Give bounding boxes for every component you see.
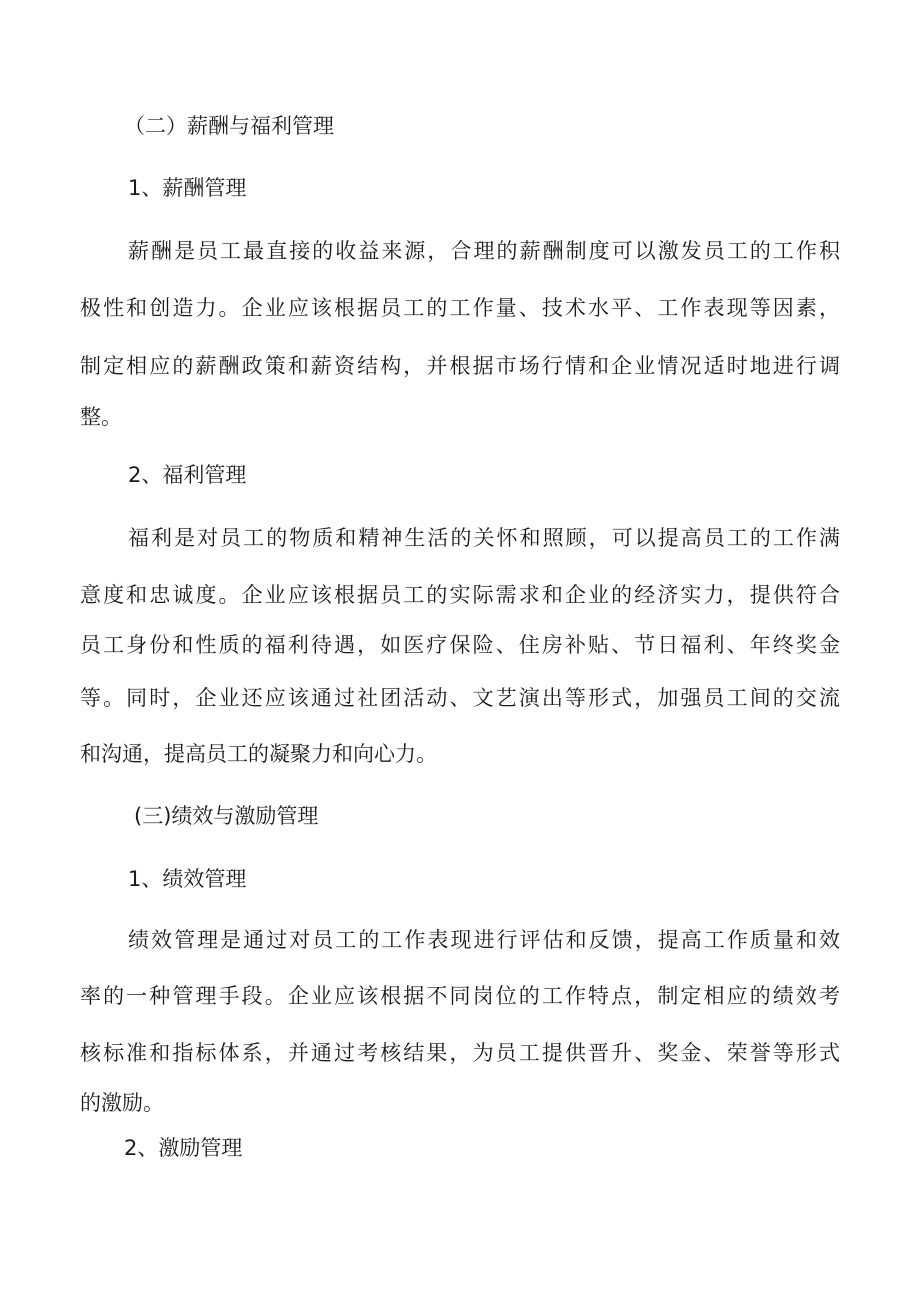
section-heading-compensation-benefits: （二）薪酬与福利管理 bbox=[124, 114, 334, 138]
paragraph-line: 极性和创造力。企业应该根据员工的工作量、技术水平、工作表现等因素， bbox=[80, 296, 840, 320]
subheading-benefits-management: 2、福利管理 bbox=[128, 463, 247, 487]
paragraph-line: 整。 bbox=[80, 405, 122, 429]
paragraph-line: 的激励。 bbox=[80, 1091, 164, 1115]
paragraph-line: 员工身份和性质的福利待遇，如医疗保险、住房补贴、节日福利、年终奖金 bbox=[80, 633, 840, 657]
subheading-performance-management: 1、绩效管理 bbox=[128, 867, 247, 891]
paragraph-line: 等。同时，企业还应该通过社团活动、文艺演出等形式，加强员工间的交流 bbox=[80, 686, 840, 710]
paragraph-line: 薪酬是员工最直接的收益来源，合理的薪酬制度可以激发员工的工作积 bbox=[128, 239, 840, 263]
paragraph-line: 绩效管理是通过对员工的工作表现进行评估和反馈，提高工作质量和效 bbox=[128, 928, 840, 952]
subheading-compensation-management: 1、薪酬管理 bbox=[128, 176, 247, 200]
paragraph-line: 率的一种管理手段。企业应该根据不同岗位的工作特点，制定相应的绩效考 bbox=[80, 984, 840, 1008]
paragraph-line: 意度和忠诚度。企业应该根据员工的实际需求和企业的经济实力，提供符合 bbox=[80, 583, 840, 607]
paragraph-line: 福利是对员工的物质和精神生活的关怀和照顾，可以提高员工的工作满 bbox=[128, 526, 840, 550]
section-heading-performance-incentive: (三)绩效与激励管理 bbox=[134, 804, 319, 828]
subheading-incentive-management: 2、激励管理 bbox=[124, 1136, 243, 1160]
paragraph-line: 核标准和指标体系，并通过考核结果，为员工提供晋升、奖金、荣誉等形式 bbox=[80, 1041, 840, 1065]
paragraph-line: 和沟通，提高员工的凝聚力和向心力。 bbox=[80, 742, 437, 766]
paragraph-line: 制定相应的薪酬政策和薪资结构，并根据市场行情和企业情况适时地进行调 bbox=[80, 354, 840, 378]
